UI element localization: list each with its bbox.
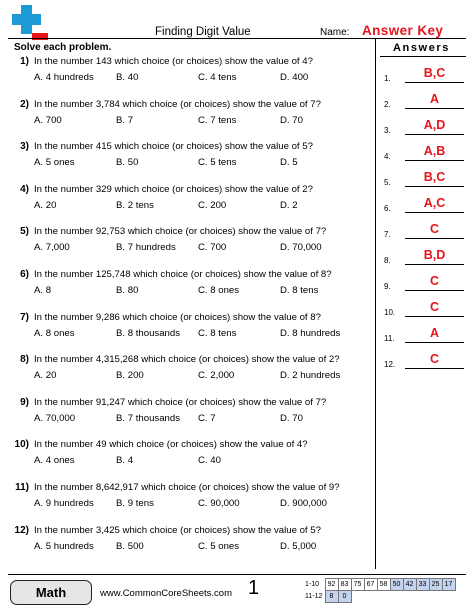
choice-b: B. 4 — [116, 455, 134, 467]
choice-c: C. 7 — [198, 412, 216, 424]
answer-number: 1. — [384, 74, 391, 83]
question-number: 8) — [20, 354, 29, 366]
score-cell: 25 — [429, 579, 442, 591]
question-item — [8, 397, 368, 440]
instructions: Solve each problem. — [14, 42, 112, 53]
score-row — [304, 591, 455, 603]
question-number: 5) — [20, 226, 29, 238]
question-item — [8, 226, 368, 269]
score-cell: 92 — [325, 579, 338, 591]
choice-c: C. 2,000 — [198, 370, 235, 382]
choice-d: D. 70 — [280, 412, 303, 424]
answer-row — [384, 347, 464, 373]
choice-b: B. 9 tens — [116, 497, 154, 509]
choice-a: A. 4 hundreds — [34, 72, 94, 83]
answers-title: Answers — [392, 42, 451, 54]
answer-row — [384, 113, 464, 139]
answers-panel — [375, 39, 466, 569]
choice-d: D. 400 — [280, 72, 309, 83]
choice-d: D. 2 — [280, 199, 298, 211]
question-number: 11) — [15, 481, 29, 493]
choice-c: C. 40 — [198, 455, 221, 467]
answer-number: 5. — [384, 178, 391, 187]
answer-line — [405, 342, 464, 343]
answer-line — [405, 264, 464, 265]
question-number: 7) — [20, 311, 29, 323]
answers-divider — [380, 56, 466, 57]
score-cell: 42 — [403, 579, 416, 591]
score-table — [304, 578, 456, 603]
question-number: 4) — [20, 183, 29, 195]
answer-number: 10. — [384, 308, 396, 317]
question-item — [8, 269, 368, 312]
question-number: 3) — [20, 141, 29, 153]
answer-line — [405, 160, 464, 161]
answer-number: 6. — [384, 204, 391, 213]
choice-b: B. 7 — [116, 114, 134, 126]
question-item — [8, 482, 368, 525]
choice-b: B. 200 — [116, 370, 144, 382]
answer-line — [405, 290, 464, 291]
question-item — [8, 99, 368, 142]
answer-number: 7. — [384, 230, 391, 239]
question-number: 10) — [14, 439, 29, 451]
choice-d: D. 70,000 — [280, 242, 322, 254]
choice-a: A. 7,000 — [34, 242, 70, 254]
score-range: 1-10 — [305, 581, 320, 588]
question-text: In the number 8,642,917 which choice (or choices) show the value of 9? — [34, 481, 340, 493]
answer-number: 2. — [384, 100, 391, 109]
answer-row — [384, 217, 464, 243]
choice-b: B. 2 tens — [116, 199, 154, 211]
answer-row — [384, 61, 464, 87]
answer-value: C — [429, 300, 440, 314]
choice-a: A. 4 ones — [34, 455, 75, 467]
score-range: 11-12 — [305, 593, 323, 600]
choice-b: B. 500 — [116, 540, 144, 552]
subject-badge: Math — [10, 580, 92, 605]
choice-c: C. 5 ones — [198, 540, 240, 552]
answer-row — [384, 321, 464, 347]
question-text: In the number 143 which choice (or choices) show the value of 4? — [34, 56, 313, 67]
question-text: In the number 49 which choice (or choices) show the value of 4? — [34, 439, 308, 451]
choice-b: B. 7 thousands — [116, 412, 181, 424]
score-cell: 8 — [325, 591, 338, 603]
worksheet-title: Finding Digit Value — [155, 26, 251, 38]
question-item — [8, 141, 368, 184]
choice-b: B. 40 — [116, 72, 139, 83]
choice-c: C. 4 tens — [198, 72, 237, 83]
question-item — [8, 354, 368, 397]
answer-line — [405, 238, 464, 239]
answer-value: C — [429, 222, 440, 236]
site-url: www.CommonCoreSheets.com — [100, 588, 232, 599]
choice-d: D. 900,000 — [280, 497, 327, 509]
question-text: In the number 3,425 which choice (or choices) show the value of 5? — [34, 524, 321, 536]
answer-value: C — [429, 352, 440, 366]
choice-d: D. 8 tens — [280, 284, 319, 296]
score-cell: 67 — [364, 579, 377, 591]
score-row — [304, 579, 455, 591]
answer-value: B,C — [423, 170, 446, 184]
choice-c: C. 200 — [198, 199, 227, 211]
choice-c: C. 5 tens — [198, 157, 237, 169]
answer-row — [384, 87, 464, 113]
answer-value: C — [429, 274, 440, 288]
question-item — [8, 56, 368, 99]
choice-a: A. 70,000 — [34, 412, 76, 424]
choice-a: A. 8 — [34, 284, 52, 296]
question-item — [8, 525, 368, 568]
answer-line — [405, 368, 464, 369]
choice-a: A. 20 — [34, 370, 57, 382]
choice-b: B. 7 hundreds — [116, 242, 176, 254]
question-number: 9) — [20, 396, 29, 408]
question-text: In the number 415 which choice (or choices) show the value of 5? — [34, 141, 313, 153]
answer-value: A,B — [423, 144, 446, 158]
choice-c: C. 7 tens — [198, 114, 237, 126]
answer-number: 3. — [384, 126, 391, 135]
answer-line — [405, 316, 464, 317]
answer-row — [384, 165, 464, 191]
choice-a: A. 8 ones — [34, 327, 75, 339]
answer-line — [405, 212, 464, 213]
question-item — [8, 184, 368, 227]
score-cell: 33 — [416, 579, 429, 591]
answer-number: 9. — [384, 282, 391, 291]
choice-b: B. 80 — [116, 284, 139, 296]
choice-b: B. 8 thousands — [116, 327, 181, 339]
answer-line — [405, 186, 464, 187]
answer-value: A — [429, 92, 440, 106]
choice-c: C. 8 tens — [198, 327, 237, 339]
footer-divider — [8, 574, 466, 575]
question-item — [8, 439, 368, 482]
score-cell: 58 — [377, 579, 390, 591]
answer-value: A,D — [423, 118, 446, 132]
choice-d: D. 5,000 — [280, 540, 317, 552]
answer-value: A — [429, 326, 440, 340]
question-item — [8, 312, 368, 355]
answer-row — [384, 243, 464, 269]
answer-row — [384, 295, 464, 321]
choice-a: A. 9 hundreds — [34, 497, 94, 509]
answer-value: A,C — [423, 196, 446, 210]
answer-key-label: Answer Key — [362, 23, 444, 38]
answer-row — [384, 139, 464, 165]
question-number: 12) — [14, 524, 29, 536]
answer-number: 4. — [384, 152, 391, 161]
choice-a: A. 700 — [34, 114, 62, 126]
question-text: In the number 9,286 which choice (or choices) show the value of 8? — [34, 311, 321, 323]
question-text: In the number 4,315,268 which choice (or choices) show the value of 2? — [34, 354, 340, 366]
score-cell: 50 — [390, 579, 403, 591]
question-number: 2) — [20, 98, 29, 110]
answer-row — [384, 191, 464, 217]
answer-line — [405, 134, 464, 135]
choice-a: A. 5 hundreds — [34, 540, 94, 552]
score-cell: 17 — [442, 579, 455, 591]
question-text: In the number 91,247 which choice (or choices) show the value of 7? — [34, 396, 327, 408]
choice-d: D. 5 — [280, 157, 298, 169]
choice-c: C. 8 ones — [198, 284, 240, 296]
choice-d: D. 70 — [280, 114, 303, 126]
question-text: In the number 125,748 which choice (or choices) show the value of 8? — [34, 268, 332, 280]
name-label: Name: — [320, 27, 350, 38]
answer-value: B,D — [423, 248, 446, 262]
score-cell: 83 — [338, 579, 351, 591]
choice-d: D. 2 hundreds — [280, 370, 341, 382]
answer-number: 8. — [384, 256, 391, 265]
score-cell: 0 — [338, 591, 351, 603]
score-cell: 75 — [351, 579, 364, 591]
answer-value: B,C — [423, 66, 446, 80]
answer-number: 12. — [384, 360, 396, 369]
answer-line — [405, 82, 464, 83]
choice-c: C. 90,000 — [198, 497, 240, 509]
question-text: In the number 3,784 which choice (or choices) show the value of 7? — [34, 98, 321, 110]
question-number: 6) — [20, 268, 29, 280]
page-number: 1 — [248, 577, 260, 599]
question-number: 1) — [20, 56, 29, 67]
plus-minus-logo-icon — [10, 4, 48, 42]
choice-a: A. 20 — [34, 199, 57, 211]
question-text: In the number 329 which choice (or choices) show the value of 2? — [34, 183, 313, 195]
choice-d: D. 8 hundreds — [280, 327, 341, 339]
questions-list — [8, 56, 368, 567]
choice-a: A. 5 ones — [34, 157, 75, 169]
answer-row — [384, 269, 464, 295]
choice-c: C. 700 — [198, 242, 227, 254]
answer-line — [405, 108, 464, 109]
answer-number: 11. — [384, 334, 395, 343]
question-text: In the number 92,753 which choice (or choices) show the value of 7? — [34, 226, 327, 238]
choice-b: B. 50 — [116, 157, 139, 169]
